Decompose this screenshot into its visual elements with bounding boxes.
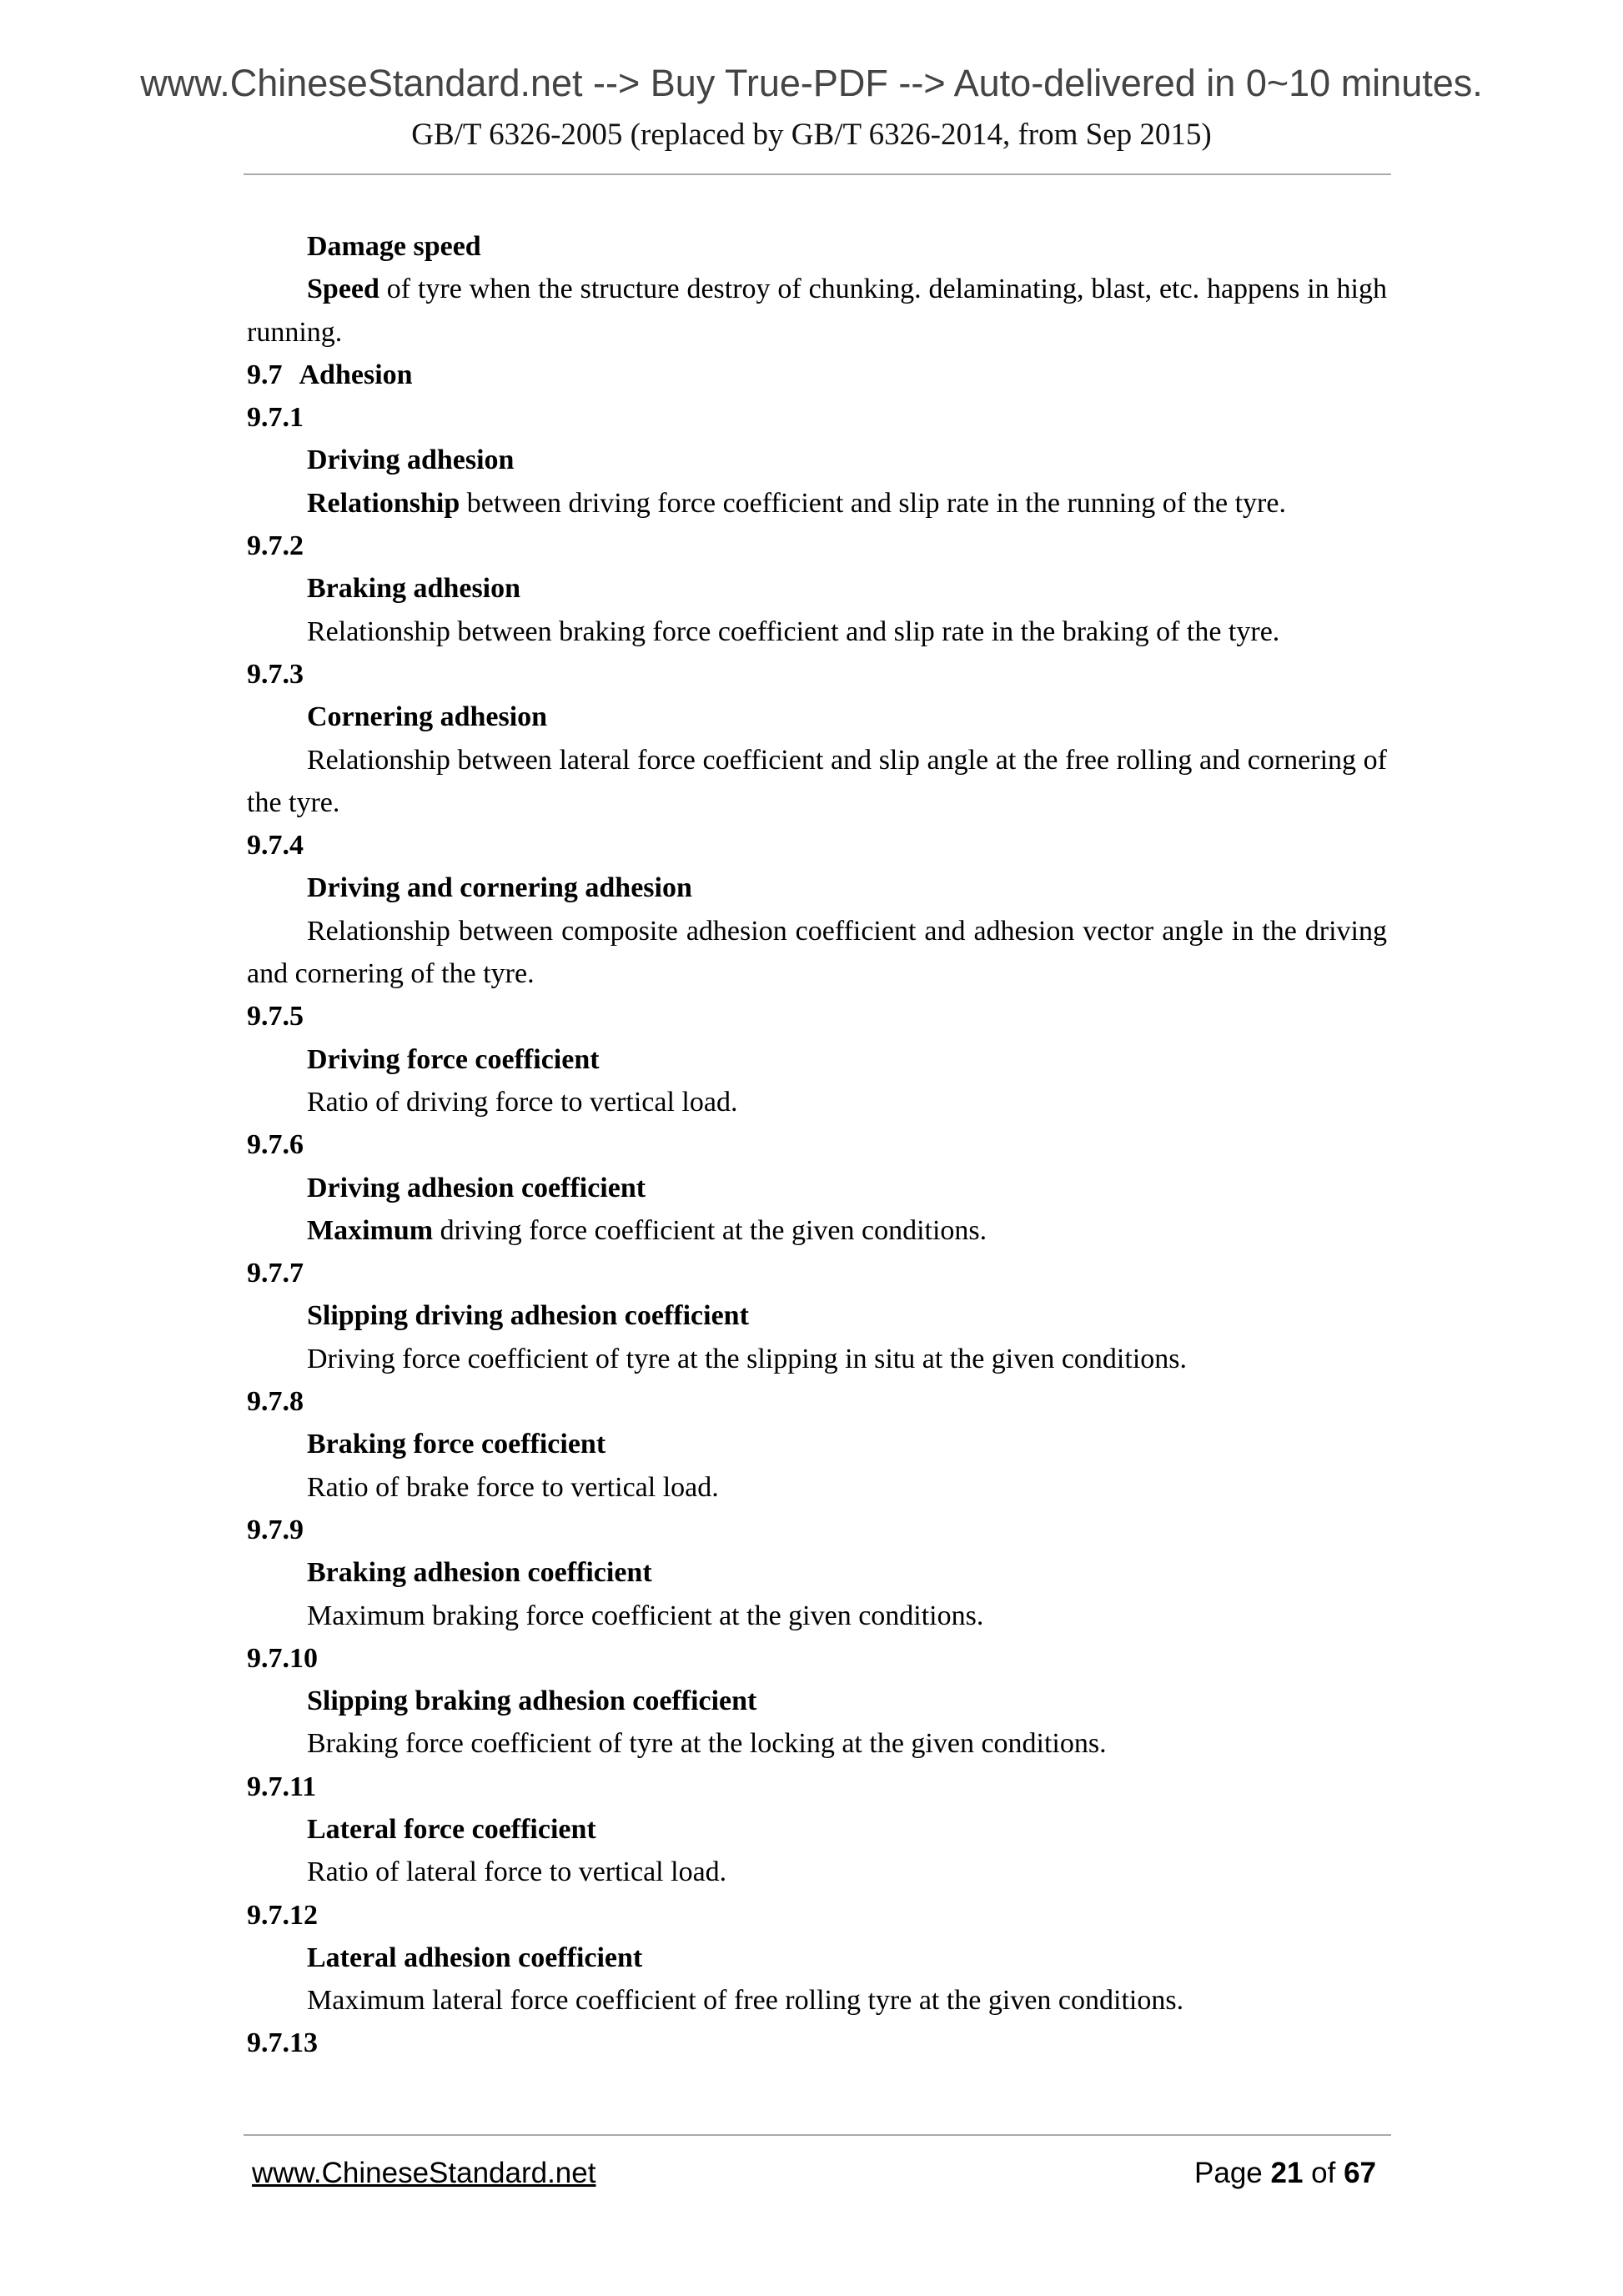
footer-divider: [244, 2134, 1391, 2136]
definition-lead: Speed: [307, 274, 379, 305]
definition-text: Braking force coefficient of tyre at the locking at the given conditions.: [307, 1728, 1107, 1760]
term-definition: [247, 1851, 1387, 1893]
standard-title: GB/T 6326-2005 (replaced by GB/T 6326-2014, from Sep 2015): [411, 118, 1212, 152]
term-title: Braking adhesion coefficient: [307, 1557, 652, 1589]
definition-text: Relationship between lateral force coefficient and slip angle at the free rolling and cornering of the tyre.: [247, 744, 1387, 818]
term-title: Driving force coefficient: [307, 1043, 600, 1075]
term-definition: [247, 739, 1387, 825]
clause-entry: [247, 653, 1387, 824]
clause-number: 9.7.2: [247, 530, 304, 562]
definition-text: Relationship between composite adhesion coefficient and adhesion vector angle in the driving and cornering of the tyre.: [247, 915, 1387, 990]
clause-entry: [247, 1123, 1387, 1252]
term-definition: [247, 482, 1387, 525]
footer-link[interactable]: www.ChineseStandard.net: [252, 2157, 596, 2189]
term-definition: [247, 910, 1387, 996]
clause-entry: [247, 995, 1387, 1123]
term-title: Braking force coefficient: [307, 1429, 606, 1460]
clause-number: 9.7.6: [247, 1129, 304, 1161]
term-title: Lateral force coefficient: [307, 1813, 596, 1845]
clause-entry: [247, 1380, 1387, 1509]
clause-entry: [247, 1766, 1387, 1894]
page-of-label: of: [1303, 2157, 1344, 2189]
page-indicator: [1194, 2157, 1376, 2190]
document-body: [247, 225, 1387, 2065]
term-definition: [247, 1466, 1387, 1509]
term-definition: [247, 1595, 1387, 1637]
clause-number: 9.7.1: [247, 402, 304, 434]
clause-entry: [247, 1894, 1387, 2022]
clause-number: 9.7.12: [247, 1899, 318, 1931]
definition-lead: Maximum: [307, 1214, 434, 1246]
definition-text: of tyre when the structure destroy of chunking. delaminating, blast, etc. happens in high running.: [247, 274, 1387, 348]
clause-number: 9.7.11: [247, 1771, 317, 1802]
term-title: Cornering adhesion: [307, 701, 548, 733]
section-heading: [247, 354, 1387, 396]
clause-entry: [247, 1509, 1387, 1637]
clause-number: 9.7.4: [247, 830, 304, 862]
definition-text: Relationship between braking force coefficient and slip rate in the braking of the tyre.: [307, 615, 1280, 647]
term-definition: [247, 1081, 1387, 1123]
page-number: 21: [1270, 2157, 1304, 2189]
term-title: Driving and cornering adhesion: [307, 872, 692, 904]
term-title: Slipping braking adhesion coefficient: [307, 1686, 757, 1717]
clause-number: 9.7.3: [247, 658, 304, 690]
clause-number: 9.7.9: [247, 1514, 304, 1545]
definition-text: Maximum lateral force coefficient of free rolling tyre at the given conditions.: [307, 1985, 1184, 2017]
definition-text: Maximum braking force coefficient at the given conditions.: [307, 1600, 984, 1631]
clause-number: 9.7.10: [247, 1642, 318, 1674]
header-divider: [244, 173, 1391, 175]
clause-entry: [247, 396, 1387, 525]
clause-number: 9.7.13: [247, 2027, 318, 2059]
clause-number: 9.7.8: [247, 1386, 304, 1418]
clause-entry: [247, 1252, 1387, 1380]
definition-text: driving force coefficient at the given conditions.: [433, 1214, 987, 1246]
entry-list: [247, 396, 1387, 2022]
definition-text: between driving force coefficient and slip rate in the running of the tyre.: [460, 487, 1286, 519]
term-title: Slipping driving adhesion coefficient: [307, 1300, 749, 1332]
term-title: Driving adhesion coefficient: [307, 1172, 646, 1203]
term-title: Damage speed: [307, 231, 481, 262]
definition-text: Driving force coefficient of tyre at the slipping in situ at the given conditions.: [307, 1343, 1187, 1374]
section-number: 9.7: [247, 359, 283, 390]
page-total: 67: [1344, 2157, 1376, 2189]
term-definition: [247, 610, 1387, 653]
clause-entry: [247, 1637, 1387, 1766]
section-title: Adhesion: [299, 359, 413, 390]
term-title: Lateral adhesion coefficient: [307, 1942, 643, 1973]
term-definition: [247, 1338, 1387, 1380]
clause-number: 9.7.5: [247, 1001, 304, 1032]
term-definition: [247, 1209, 1387, 1252]
header-banner[interactable]: www.ChineseStandard.net --> Buy True-PDF --> Auto-delivered in 0~10 minutes.: [140, 62, 1483, 104]
clause-entry: [247, 824, 1387, 995]
term-definition: [247, 1722, 1387, 1765]
term-title: Driving adhesion: [307, 445, 515, 476]
term-title: Braking adhesion: [307, 573, 521, 605]
page-label: Page: [1194, 2157, 1271, 2189]
definition-lead: Relationship: [307, 487, 460, 519]
term-definition: [247, 268, 1387, 354]
definition-text: Ratio of brake force to vertical load.: [307, 1471, 719, 1503]
term-definition: [247, 1979, 1387, 2022]
definition-text: Ratio of driving force to vertical load.: [307, 1086, 738, 1118]
clause-entry: [247, 525, 1387, 653]
definition-text: Ratio of lateral force to vertical load.: [307, 1856, 727, 1888]
clause-number: 9.7.7: [247, 1258, 304, 1289]
